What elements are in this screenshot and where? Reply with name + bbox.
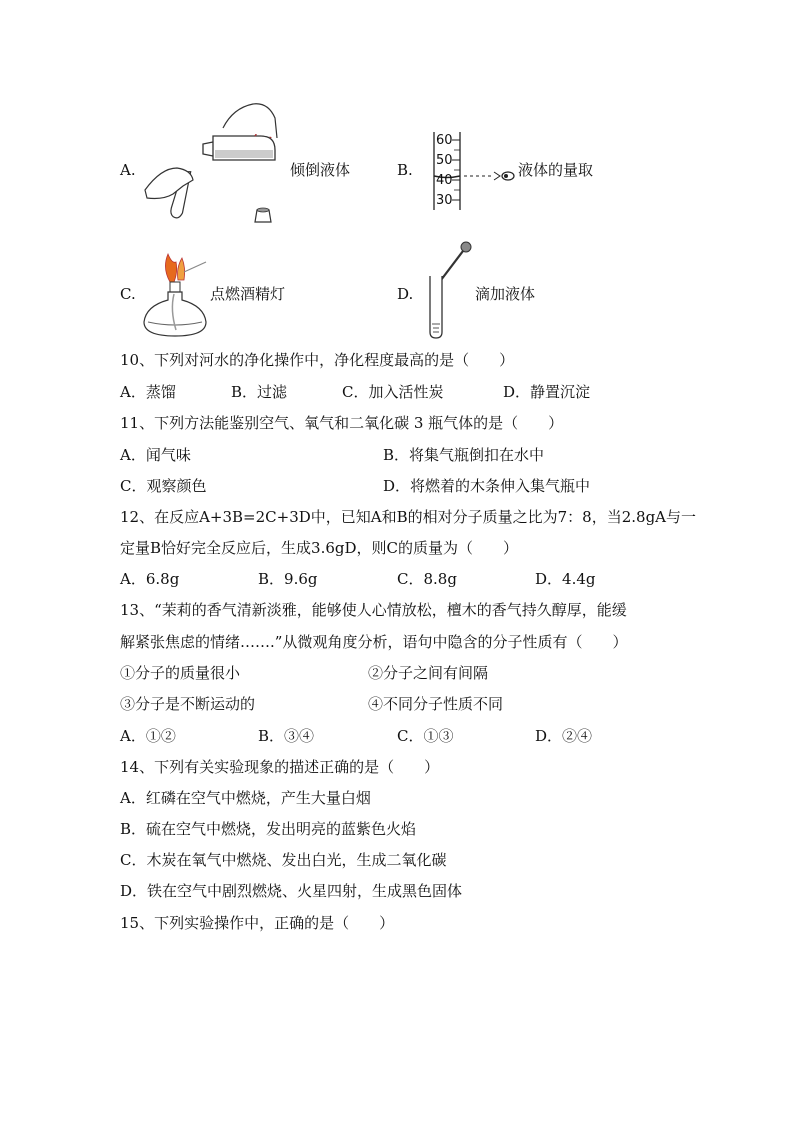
question-15-stem: 15、下列实验操作中，正确的是（ ） [120,914,395,932]
option-d-letter: D. [397,285,414,303]
option-c-letter: C. [120,285,136,303]
q11-option-c: C．观察颜色 [120,477,207,495]
option-b-caption: 液体的量取 [518,161,594,179]
q10-option-c: C．加入活性炭 [342,383,444,401]
q11-option-d: D．将燃着的木条伸入集气瓶中 [383,477,591,495]
q14-option-d: D．铁在空气中剧烈燃烧、火星四射，生成黑色固体 [120,882,463,900]
q14-option-a: A．红磷在空气中燃烧，产生大量白烟 [120,789,371,807]
q13-option-a: A．①② [120,727,176,745]
question-11-stem: 11、下列方法能鉴别空气、氧气和二氧化碳 3 瓶气体的是（ ） [120,414,564,432]
q13-statement-4: ④不同分子性质不同 [368,695,504,713]
option-a-caption: 倾倒液体 [290,161,351,179]
question-13-stem-continued: 解紧张焦虑的情绪…….”从微观角度分析，语句中隐含的分子性质有（ ） [120,633,628,651]
q12-option-c: C．8.8g [397,570,457,588]
q13-statement-1: ①分子的质量很小 [120,664,241,682]
option-c-caption: 点燃酒精灯 [210,285,286,303]
question-10-stem: 10、下列对河水的净化操作中，净化程度最高的是（ ） [120,351,515,369]
q13-option-b: B．③④ [258,727,315,745]
q11-option-a: A．闻气味 [120,446,191,464]
q11-option-b: B．将集气瓶倒扣在水中 [383,446,545,464]
option-a-letter: A. [120,161,136,179]
alcohol-lamp-illustration [142,250,212,340]
question-13-stem: 13、“茉莉的香气清新淡雅，能够使人心情放松，檀木的香气持久醇厚，能缓 [120,601,627,619]
option-d-caption: 滴加液体 [475,285,536,303]
q14-option-c: C．木炭在氧气中燃烧、发出白光，生成二氧化碳 [120,851,447,869]
q10-option-d: D．静置沉淀 [503,383,591,401]
scale-tick-30: 30 [436,193,453,208]
q12-option-d: D．4.4g [535,570,596,588]
scale-tick-60: 60 [436,133,453,148]
scale-tick-50: 50 [436,153,453,168]
question-12-stem-continued: 定量B恰好完全反应后，生成3.6gD，则C的质量为（ ） [120,539,518,557]
q14-option-b: B．硫在空气中燃烧，发出明亮的蓝紫色火焰 [120,820,417,838]
q12-option-b: B．9.6g [258,570,318,588]
q13-option-c: C．①③ [397,727,454,745]
question-12-stem: 12、在反应A+3B=2C+3D中，已知A和B的相对分子质量之比为7：8，当2.8gA与一 [120,508,697,526]
scale-tick-40: 40 [436,173,453,188]
q10-option-a: A．蒸馏 [120,383,176,401]
q13-statement-2: ②分子之间有间隔 [368,664,489,682]
q10-option-b: B．过滤 [231,383,288,401]
q13-option-d: D．②④ [535,727,593,745]
q13-statement-3: ③分子是不断运动的 [120,695,256,713]
q12-option-a: A．6.8g [120,570,180,588]
pouring-liquid-illustration [143,98,283,228]
option-b-letter: B. [397,161,413,179]
dropper-test-tube-illustration [426,240,476,340]
question-14-stem: 14、下列有关实验现象的描述正确的是（ ） [120,758,440,776]
